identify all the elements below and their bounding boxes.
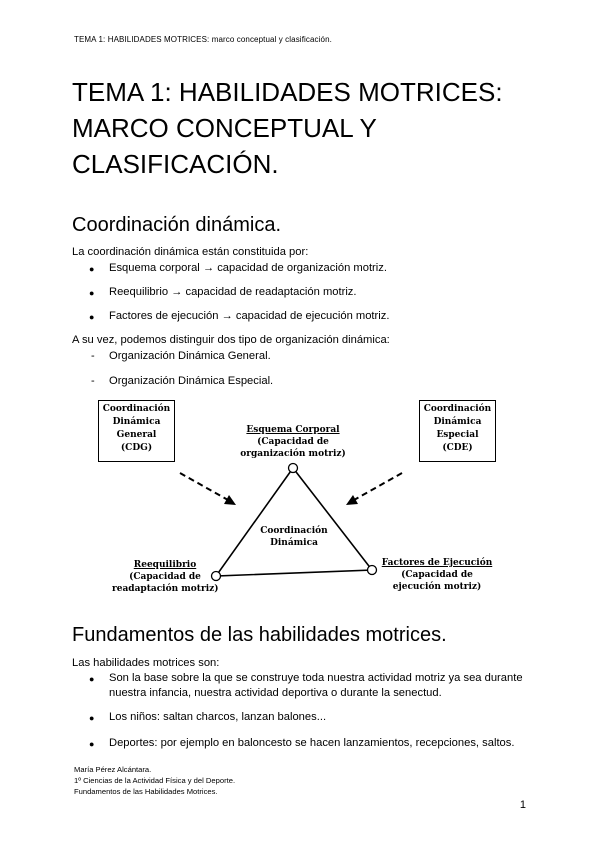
section1-para2: A su vez, podemos distinguir dos tipo de organización dinámica: xyxy=(72,334,390,346)
page-number: 1 xyxy=(519,799,526,811)
label-center xyxy=(244,525,344,549)
section-heading-coordinacion: Coordinación dinámica. xyxy=(72,214,282,236)
list-item: Organización Dinámica Especial. xyxy=(109,375,274,387)
label-factores-line2: (Capacidad de xyxy=(401,570,473,580)
vertex-right xyxy=(368,566,377,575)
bullet-icon: ● xyxy=(89,713,95,723)
list-item-continuation: nuestra infancia, nuestra actividad deportiva o durante la senectud. xyxy=(109,687,442,699)
section2-intro: Las habilidades motrices son: xyxy=(72,657,220,669)
bullet-icon: ● xyxy=(89,312,95,322)
arrow-left-line xyxy=(180,473,228,500)
label-reequilibrio-line2: (Capacidad de xyxy=(129,572,201,582)
title-line-3: CLASIFICACIÓN. xyxy=(72,149,279,179)
label-factores-title: Factores de Ejecución xyxy=(381,558,493,568)
label-reequilibrio-title: Reequilibrio xyxy=(133,560,197,570)
label-center-line2: Dinámica xyxy=(270,538,318,548)
list-item: Reequilibrio → capacidad de readaptación motriz. xyxy=(109,286,357,298)
dash-marker: - xyxy=(91,375,95,387)
box-cdg-line1: Coordinación xyxy=(102,404,171,414)
label-center-line1: Coordinación xyxy=(260,526,328,536)
label-factores xyxy=(377,557,497,593)
label-reequilibrio-line3: readaptación motriz) xyxy=(112,584,219,594)
label-esquema-line2: (Capacidad de xyxy=(257,437,329,447)
section-heading-fundamentos: Fundamentos de las habilidades motrices. xyxy=(72,624,447,646)
box-cde xyxy=(419,400,496,462)
arrow-right-line xyxy=(354,473,402,500)
dash-marker: - xyxy=(91,350,95,362)
box-cde-line2: Dinámica xyxy=(433,417,482,427)
title-line-2: MARCO CONCEPTUAL Y xyxy=(72,113,377,143)
footer-subject: Fundamentos de las Habilidades Motrices. xyxy=(74,787,218,796)
box-cdg-line3: General xyxy=(116,430,157,440)
list-item: Factores de ejecución → capacidad de ejecución motriz. xyxy=(109,310,390,322)
label-factores-line3: ejecución motriz) xyxy=(392,582,482,592)
list-item: Los niños: saltan charcos, lanzan balones... xyxy=(109,711,327,723)
label-reequilibrio xyxy=(112,559,218,595)
box-cde-line4: (CDE) xyxy=(442,443,473,453)
bullet-icon: ● xyxy=(89,739,95,749)
running-header: TEMA 1: HABILIDADES MOTRICES: marco conceptual y clasificación. xyxy=(74,35,332,44)
list-item: Son la base sobre la que se construye toda nuestra actividad motriz ya sea durante xyxy=(109,672,523,684)
triangle-shape xyxy=(216,468,372,576)
section1-intro: La coordinación dinámica están constituida por: xyxy=(72,246,309,258)
box-cdg-line2: Dinámica xyxy=(112,417,161,427)
label-esquema-title: Esquema Corporal xyxy=(246,425,340,435)
arrow-left-head xyxy=(224,495,236,505)
box-cdg-line4: (CDG) xyxy=(120,443,153,453)
list-item: Organización Dinámica General. xyxy=(109,350,271,362)
bullet-icon: ● xyxy=(89,674,95,684)
list-item: Esquema corporal → capacidad de organización motriz. xyxy=(109,262,387,274)
bullet-icon: ● xyxy=(89,288,95,298)
box-cde-line3: Especial xyxy=(436,430,479,440)
bullet-icon: ● xyxy=(89,264,95,274)
box-cdg xyxy=(98,400,175,462)
title-line-1: TEMA 1: HABILIDADES MOTRICES: xyxy=(72,77,503,107)
footer-degree: 1º Ciencias de la Actividad Física y del Deporte. xyxy=(74,776,236,785)
vertex-top xyxy=(289,464,298,473)
label-esquema-line3: organización motriz) xyxy=(240,449,346,459)
arrow-right-head xyxy=(346,495,358,505)
label-esquema-corporal xyxy=(233,424,353,460)
box-cde-line1: Coordinación xyxy=(423,404,492,414)
list-item: Deportes: por ejemplo en baloncesto se hacen lanzamientos, recepciones, saltos. xyxy=(109,737,515,749)
footer-author: María Pérez Alcántara. xyxy=(74,765,152,774)
